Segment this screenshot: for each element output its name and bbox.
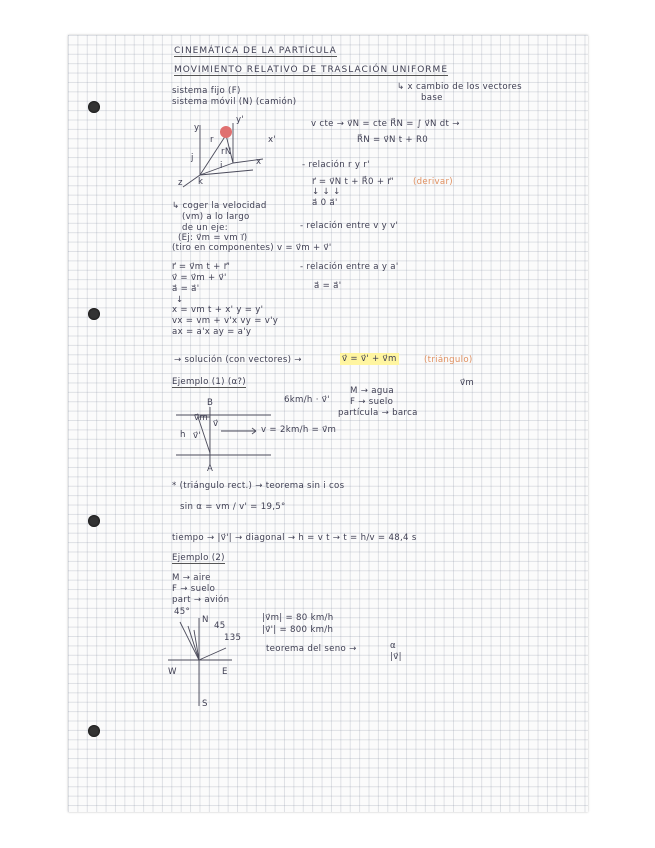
intro-note: ↳ x cambio de los vectores (397, 82, 522, 92)
binder-hole (88, 725, 100, 737)
summary-formula: v⃗ = v⃗' + v⃗m (342, 354, 397, 364)
relation-r-heading: - relación r y r' (302, 160, 370, 170)
ex1-speed: 6km/h · v⃗' (284, 395, 330, 405)
eq-components-x: x = vm t + x' y = y' (172, 305, 264, 315)
eq-r-relation: r⃗ = v⃗N t + R⃗0 + r⃗' (312, 177, 394, 187)
ex1-triangle-note: * (triángulo rect.) → teorema sin i cos (172, 481, 345, 491)
ex2-frame: F → suelo (172, 584, 216, 594)
binder-hole (88, 308, 100, 320)
south-label: S (202, 699, 208, 709)
note-line: ↳ coger la velocidad (172, 201, 267, 211)
note-line: (tiro en componentes) v = v⃗m + v⃗' (172, 243, 332, 253)
example-1-heading: Ejemplo (1) (α?) (172, 377, 246, 387)
intro-line-mobile: sistema móvil (N) (camión) (172, 97, 297, 107)
eq-position-integral: v cte → v⃗N = cte R⃗N = ∫ v⃗N dt → (311, 119, 460, 129)
ex1-frame: F → suelo (350, 397, 394, 407)
derive-arrows: ↓ ↓ ↓ (312, 187, 341, 197)
ex2-theorem: teorema del seno → (266, 644, 357, 654)
section-title: MOVIMIENTO RELATIVO DE TRASLACIÓN UNIFORME (174, 65, 449, 75)
unit-vector-i: i (220, 161, 223, 171)
angle-45-b: 45 (214, 621, 226, 631)
ex2-particle: part → avión (172, 595, 230, 605)
relation-v-heading: - relación entre v y v' (300, 221, 399, 231)
particle-dot (220, 126, 232, 138)
intro-note-2: base (421, 93, 443, 103)
ex1-time: tiempo → |v⃗'| → diagonal → h = v t → t = h/v = 48,4 s (172, 533, 417, 543)
axis-label-y: y (194, 123, 200, 133)
derive-note: (derivar) (413, 177, 453, 187)
derive-results: a⃗ 0 a⃗' (312, 198, 338, 208)
eq-a-result: a⃗ = a⃗' (314, 281, 342, 291)
vector-label-r: r (210, 135, 214, 145)
eq-v: v⃗ = v⃗m + v⃗' (172, 273, 227, 283)
unit-vector-j: j (191, 153, 194, 163)
eq-components-v: vx = vm + v'x vy = v'y (172, 316, 279, 326)
summary-suffix: (triángulo) (424, 355, 473, 365)
example-2-heading: Ejemplo (2) (172, 553, 225, 563)
down-arrow: ↓ (176, 295, 184, 305)
point-a: A (207, 464, 214, 474)
angle-45: 45° (174, 607, 191, 617)
axis-label-z: z (178, 178, 183, 188)
relation-a-heading: - relación entre a y a' (300, 262, 399, 272)
axis-label-y-prime: y' (236, 115, 245, 125)
ex2-vprime: |v⃗'| = 800 km/h (262, 625, 334, 635)
river-crossing-diagram (176, 407, 276, 467)
summary-prefix: → solución (con vectores) → (174, 355, 302, 365)
binder-hole (88, 515, 100, 527)
eq-r: r⃗ = v⃗m t + r⃗' (172, 262, 231, 272)
axis-label-x-prime: x' (268, 135, 277, 145)
vec-v: v⃗ (213, 419, 219, 429)
vector-label-rn: rN (221, 147, 232, 157)
vec-vm: v⃗m (194, 413, 209, 423)
eq-position-n: R⃗N = v⃗N t + R0 (357, 135, 428, 145)
north-label: N (202, 615, 209, 625)
ex2-vm: |v⃗m| = 80 km/h (262, 613, 334, 623)
eq-a: a⃗ = a⃗' (172, 284, 200, 294)
east-label: E (222, 667, 228, 677)
ex2-alpha: α (390, 641, 396, 651)
unit-vector-k: k (198, 177, 204, 187)
point-b: B (207, 398, 214, 408)
ex2-medium: M → aire (172, 573, 211, 583)
ex1-vm: v⃗m (460, 378, 475, 388)
current-speed: v = 2km/h = v⃗m (261, 425, 337, 435)
ex2-v: |v⃗| (390, 652, 402, 662)
binder-hole (88, 101, 100, 113)
width-h: h (180, 430, 186, 440)
ex1-particle: partícula → barca (338, 408, 418, 418)
axis-label-x: x (256, 157, 262, 167)
note-line: de un eje: (182, 223, 228, 233)
notebook-page (68, 35, 588, 812)
note-line: (Ej: v⃗m = vm i⃗) (178, 233, 248, 243)
angle-135: 135 (224, 633, 242, 643)
west-label: W (168, 667, 177, 677)
ex1-sine: sin α = vm / v' = 19,5° (180, 502, 286, 512)
ex1-medium: M → agua (350, 386, 394, 396)
intro-line-fixed: sistema fijo (F) (172, 86, 241, 96)
note-line: (vm) a lo largo (182, 212, 250, 222)
eq-components-a: ax = a'x ay = a'y (172, 327, 252, 337)
page-title: CINEMÁTICA DE LA PARTÍCULA (174, 46, 337, 56)
vec-vprime: v⃗' (193, 431, 202, 441)
